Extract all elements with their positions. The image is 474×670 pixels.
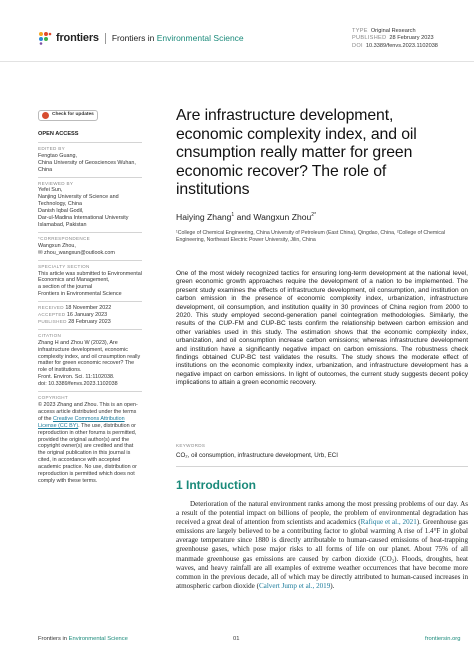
body-text: ). [330,581,335,590]
meta-type [352,28,438,35]
brand[interactable] [38,31,244,45]
site-link[interactable]: frontiersin.org [425,636,461,642]
meta-published [352,35,438,42]
citation: Zhang H and Zhou W (2023), Are infrastructure development, economic complexity index, and oil cnsumption really matter for green economic recover? The role of institutions. Front. Environ. Sci. 11:1102038. doi: 10.3389/fenvs.2023.1102038 [38,339,141,388]
specialty-section: This article was submitted to Environmental Economics and Management, a section of the journal Frontiers in Environmental Science [38,270,142,298]
edited-by: Fengtao Guang, China University of Geosciences Wuhan, China [38,152,136,173]
copyright-label: COPYRIGHT [38,395,69,401]
footer-journal [38,636,128,642]
footer-prefix: Frontiers in [38,636,69,642]
divider [38,301,142,302]
article-meta [352,28,438,50]
meta-key: PUBLISHED [352,35,387,42]
date-published [38,319,142,326]
specialty-label: SPECIALTY SECTION [38,263,90,269]
author-and: and [234,212,254,222]
keywords-label: KEYWORDS [176,443,206,448]
date-value: 18 November 2022 [65,305,112,312]
divider [176,466,468,467]
open-access-label: OPEN ACCESS [38,131,79,137]
citation-label: CITATION [38,332,62,338]
divider [38,260,142,261]
body-text: ). Greenhouse gas emissions are largely believed to be a contributing factor to global warming A rise of 1.4°F in global average temperature since 1880 is directly attributable to human-caused emissions of heat-trapping greenhouse gases, which pose major risks to all forms of life on our planet. About 75% of all manmade greenhouse gas emissions are caused by carbon dioxide (CO₂). Floods, droughts, heat waves, and heavy rainfall are all examples of extreme weather occurrences that have become more common in the previous decade, all of which may be directly attributed to human-caused increases in atmospheric carbon dioxide ( [176,518,468,590]
brand-divider [105,33,106,44]
article-sidebar [38,110,142,487]
reviewed-by-label: REVIEWED BY [38,180,74,186]
date-key: RECEIVED [38,305,64,311]
divider [38,142,142,143]
authors [176,212,316,222]
doi-link[interactable]: 10.3389/fenvs.2023.1102038 [365,42,438,49]
journal-header [0,0,474,62]
section-title: 1 Introduction [176,478,256,492]
body-text: Deterioration of the natural environment ranks among the most pressing problems of our day. As a result of the potential impact on billions of people, the problem of environmental degradation has received a great deal of attention from scientists and academics ( [176,500,468,527]
meta-key: TYPE [352,28,368,34]
article-title: Are infrastructure development, economic complexity index, and oil cnsumption really matter for green economic recover? The role of institutions [176,107,417,199]
meta-value: 28 February 2023 [389,35,434,42]
date-value: 28 February 2023 [68,318,111,325]
citation-link[interactable]: Rafique et al., 2021 [360,518,417,527]
page-number: 01 [233,636,240,642]
intro-paragraph [176,500,468,591]
keywords: CO₂, oil consumption, infrastructure development, Urb, ECI [176,452,338,459]
date-value: 16 January 2023 [66,312,108,319]
frontiers-logo-icon [38,31,52,45]
date-accepted [38,312,142,319]
copyright-text: . The use, distribution or reproduction in other forums is permitted, provided the original author(s) and the copyright owner(s) are credited and that the original publication in this journal is cited, in accordance with accepted academic practice. No use, distribution or reproduction is permitted which does not comply with these terms. [38,422,137,484]
meta-key: DOI [352,42,363,49]
author-name[interactable]: Wangxun Zhou [253,212,312,222]
citation-link[interactable]: Calvert Jump et al., 2019 [258,581,331,590]
edited-by-label: EDITED BY [38,145,65,151]
check-updates-button[interactable] [38,110,98,121]
license-link[interactable]: Creative Commons Attribution License (CC BY) [38,415,125,429]
brand-name: frontiers [56,32,99,44]
check-updates-label: Check for updates [52,112,94,118]
correspondence[interactable]: Wangxun Zhou, ✉ zhou_wangxun@outlook.com [38,242,115,256]
meta-value: Original Research [370,28,416,34]
page-footer [0,630,474,650]
journal-name [112,33,244,43]
author-name[interactable]: Haiying Zhang [176,212,232,222]
copyright-text: © 2023 Zhang and Zhou. This is an open-access article distributed under the terms of the [38,402,138,422]
affiliations: ¹College of Chemical Engineering, China University of Petroleum (East China), Qingdao, China, ²College of Chemical Engineering, Northeast Electric Power University, Jilin, China [176,230,446,243]
date-key: PUBLISHED [38,318,67,324]
reviewed-by: Yefei Sun, Nanjing University of Science and Technology, China Danish Iqbal Godil, Dar-ul-Madina International University Islamabad, Pakistan [38,187,129,228]
journal-prefix: Frontiers in [111,33,155,43]
date-key: ACCEPTED [38,312,66,318]
journal-title: Environmental Science [156,33,244,43]
author-sup: 1 [231,212,235,219]
divider [38,177,142,178]
copyright [38,402,142,485]
correspondence-label: *CORRESPONDENCE [38,235,90,241]
divider [38,391,142,392]
footer-journal-name: Environmental Science [68,636,128,642]
abstract: One of the most widely recognized tactics for ensuring long-term development at the national level, green economic growth approaches require the development of a nation to be implemented. The present study examines the effects of infrastructure development, oil consumption, and institution on carbon emission in the presence of economic complexity index, urbanization, infrastructure development, oil consumption, and institution quality in 30 provinces of China region from 2000 to 2020. This study employed second-generation panel cointegration methodologies. Similarly, the results of the CUP-FM and CUP-BC tests confirm the relationship between carbon emission and other variables used in this study. The estimation shows that the economic complexity index, urbanization, and oil consumption increase carbon emissions; whereas infrastructure development and institution have a significantly negative impact on carbon emissions. The robustness check findings obtained CUP-BC test validates the results. The study shows the moderate effect of institutions on the economic complexity index, urbanization, and infrastructure development has a negative impact on carbon emissions. In light of outcomes, the current study suggests decent policy implications to attain a green economic recovery. [176,270,468,387]
divider [38,232,142,233]
divider [38,329,142,330]
check-updates-icon [42,112,49,119]
date-received [38,305,142,312]
meta-doi [352,43,438,50]
author-sup: 2* [311,212,317,219]
